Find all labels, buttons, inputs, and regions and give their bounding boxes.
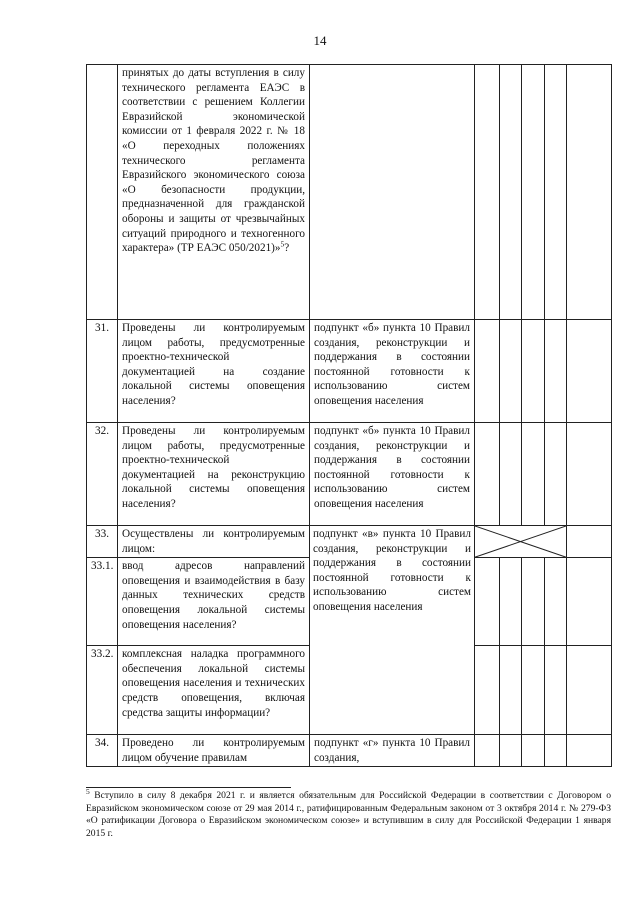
reference-cell bbox=[310, 65, 475, 320]
remark-cell bbox=[567, 558, 612, 646]
answer-na-cell bbox=[522, 646, 545, 735]
question-cell: Осуществлены ли контролируемым лицом: bbox=[118, 526, 310, 558]
answer-na-cell bbox=[522, 558, 545, 646]
remark-cell bbox=[567, 646, 612, 735]
row-number: 33.2. bbox=[87, 646, 118, 735]
remark-cell bbox=[567, 65, 612, 320]
remark-cell bbox=[567, 735, 612, 767]
reference-cell bbox=[310, 646, 475, 735]
answer-extra-cell bbox=[545, 735, 567, 767]
answer-na-cell bbox=[522, 320, 545, 423]
remark-cell bbox=[567, 423, 612, 526]
answer-yes-cell bbox=[475, 558, 500, 646]
footnote bbox=[86, 786, 611, 840]
page-number: 14 bbox=[313, 33, 327, 48]
row-number: 33.1. bbox=[87, 558, 118, 646]
question-cell: Проведены ли контролируемым лицом работы, предусмотренные проектно-технической документацией на реконструкцию локальной системы оповещения населения? bbox=[118, 423, 310, 526]
remark-cell bbox=[567, 526, 612, 558]
crossed-out-cell bbox=[475, 526, 567, 558]
cross-mark-icon bbox=[475, 526, 566, 557]
answer-yes-cell bbox=[475, 423, 500, 526]
answer-no-cell bbox=[500, 735, 522, 767]
question-cell: принятых до даты вступления в силу технического регламента ЕАЭС в соответствии с решением Коллегии Евразийской экономической комиссии от 1 февраля 2022 г. № 18 «О переходных положениях технического регламента Евразийского экономического союза «О безопасности продукции, предназначенной для гражданской обороны и защиты от чрезвычайных ситуаций природного и техногенного характера» (ТР ЕАЭС 050/2021)»$^5$? bbox=[118, 65, 310, 320]
question-cell: ввод адресов направлений оповещения и взаимодействия в базу данных технических средств оповещения локальной системы оповещения населения? bbox=[118, 558, 310, 646]
footnote-separator bbox=[86, 787, 291, 788]
row-number: 33. bbox=[87, 526, 118, 558]
remark-cell bbox=[567, 320, 612, 423]
answer-no-cell bbox=[500, 320, 522, 423]
answer-na-cell bbox=[522, 423, 545, 526]
row-number-cell bbox=[87, 65, 118, 320]
table-row bbox=[87, 423, 612, 526]
answer-extra-cell bbox=[545, 558, 567, 646]
table-row bbox=[87, 735, 612, 767]
question-cell: Проведено ли контролируемым лицом обучение правилам bbox=[118, 735, 310, 767]
row-number: 31. bbox=[87, 320, 118, 423]
table-row bbox=[87, 65, 612, 320]
answer-yes-cell bbox=[475, 320, 500, 423]
checklist-table bbox=[86, 64, 612, 767]
answer-no-cell bbox=[500, 646, 522, 735]
footnote-ref: 5 bbox=[280, 239, 285, 249]
answer-extra-cell bbox=[545, 65, 567, 320]
answer-yes-cell bbox=[475, 646, 500, 735]
footnote-mark: 5 bbox=[86, 786, 90, 796]
reference-cell: подпункт «б» пункта 10 Правил создания, реконструкции и поддержания в состоянии постоянной готовности к использованию систем оповещения населения bbox=[310, 423, 475, 526]
reference-cell: подпункт «в» пункта 10 Правил создания, реконструкции и поддержания в состоянии постоянной готовности к использованию систем оповещения населения bbox=[310, 526, 475, 558]
answer-no-cell bbox=[500, 558, 522, 646]
question-cell: комплексная наладка программного обеспечения локальной системы оповещения населения и технических средств оповещения, включая средства защиты информации? bbox=[118, 646, 310, 735]
answer-no-cell bbox=[500, 65, 522, 320]
answer-na-cell bbox=[522, 735, 545, 767]
row-number: 32. bbox=[87, 423, 118, 526]
answer-na-cell bbox=[522, 65, 545, 320]
reference-cell: подпункт «б» пункта 10 Правил создания, реконструкции и поддержания в состоянии постоянной готовности к использованию систем оповещения населения bbox=[310, 320, 475, 423]
footnote-text: Вступило в силу 8 декабря 2021 г. и является обязательным для Российской Федерации в соответствии с Договором о Евразийском экономическом союзе от 29 мая 2014 г., ратифицированным Федеральным законом от 3 октября 2014 г. № 279-ФЗ «О ратификации Договора о Евразийском экономическом союзе» и вступившим в силу для Российской Федерации 1 января 2015 г. bbox=[86, 790, 611, 839]
answer-extra-cell bbox=[545, 320, 567, 423]
reference-cell: подпункт «г» пункта 10 Правил создания, bbox=[310, 735, 475, 767]
table-row bbox=[87, 320, 612, 423]
question-cell: Проведены ли контролируемым лицом работы, предусмотренные проектно-технической документацией на создание локальной системы оповещения населения? bbox=[118, 320, 310, 423]
answer-yes-cell bbox=[475, 65, 500, 320]
answer-extra-cell bbox=[545, 423, 567, 526]
answer-no-cell bbox=[500, 423, 522, 526]
answer-yes-cell bbox=[475, 735, 500, 767]
row-number: 34. bbox=[87, 735, 118, 767]
answer-extra-cell bbox=[545, 646, 567, 735]
table-row bbox=[87, 646, 612, 735]
table-row bbox=[87, 526, 612, 558]
